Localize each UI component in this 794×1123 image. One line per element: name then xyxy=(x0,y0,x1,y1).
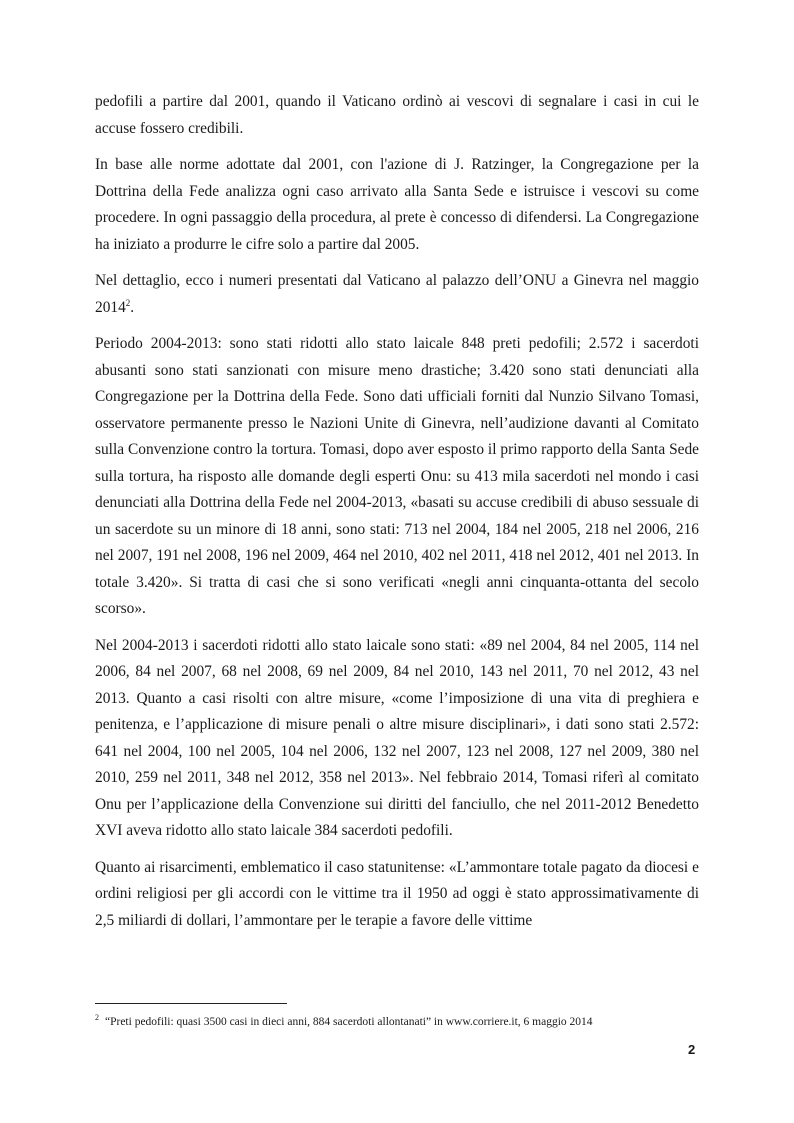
body-text xyxy=(95,89,699,944)
page-number: 2 xyxy=(688,1042,696,1057)
paragraph: Periodo 2004-2013: sono stati ridotti allo stato laicale 848 preti pedofili; 2.572 i sacerdoti abusanti sono stati sanzionati con misure meno drastiche; 3.420 sono stati denunciati alla Congregazione per la Dottrina della Fede. Sono dati ufficiali forniti dal Nunzio Silvano Tomasi, osservatore permanente presso le Nazioni Unite di Ginevra, nell’audizione davanti al Comitato sulla Convenzione contro la tortura. Tomasi, dopo aver esposto il primo rapporto della Santa Sede sulla tortura, ha risposto alle domande degli esperti Onu: su 413 mila sacerdoti nel mondo i casi denunciati alla Dottrina della Fede nel 2004-2013, «basati su accuse credibili di abuso sessuale di un sacerdote su un minore di 18 anni, sono stati: 713 nel 2004, 184 nel 2005, 218 nel 2006, 216 nel 2007, 191 nel 2008, 196 nel 2009, 464 nel 2010, 402 nel 2011, 418 nel 2012, 401 nel 2013. In totale 3.420». Si tratta di casi che si sono verificati «negli anni cinquanta-ottanta del secolo scorso». xyxy=(95,335,699,617)
paragraph: pedofili a partire dal 2001, quando il Vaticano ordinò ai vescovi di segnalare i casi in cui le accuse fossero credibili. xyxy=(95,93,699,137)
paragraph: In base alle norme adottate dal 2001, con l'azione di J. Ratzinger, la Congregazione per la Dottrina della Fede analizza ogni caso arrivato alla Santa Sede e istruisce i vescovi su come procedere. In ogni passaggio della procedura, al prete è concesso di difendersi. La Congregazione ha iniziato a produrre le cifre solo a partire dal 2005. xyxy=(95,156,699,253)
footnote-text: “Preti pedofili: quasi 3500 casi in dieci anni, 884 sacerdoti allontanati” in www.corriere.it, 6 maggio 2014 xyxy=(105,1015,593,1028)
footnote-reference[interactable]: 2 xyxy=(125,297,131,308)
paragraph-end: . xyxy=(130,298,135,316)
paragraph: Quanto ai risarcimenti, emblematico il caso statunitense: «L’ammontare totale pagato da diocesi e ordini religiosi per gli accordi con le vittime tra il 1950 ad oggi è stato approssimativamente di 2,5 miliardi di dollari, l’ammontare per le terapie a favore delle vittime xyxy=(95,858,699,929)
paragraph-text: Nel dettaglio, ecco i numeri presentati dal Vaticano al palazzo dell’ONU a Ginevra nel maggio 2014 xyxy=(95,272,699,316)
footnote xyxy=(95,1010,715,1030)
footnote-number: 2 xyxy=(95,1013,99,1022)
paragraph-with-footnote xyxy=(95,268,699,321)
footnote-separator xyxy=(95,1003,287,1004)
paragraph: Nel 2004-2013 i sacerdoti ridotti allo stato laicale sono stati: «89 nel 2004, 84 nel 2005, 114 nel 2006, 84 nel 2007, 68 nel 2008, 69 nel 2009, 84 nel 2010, 143 nel 2011, 70 nel 2012, 43 nel 2013. Quanto a casi risolti con altre misure, «come l’imposizione di una vita di preghiera e penitenza, e l’applicazione di misure penali o altre misure disciplinari», i dati sono stati 2.572: 641 nel 2004, 100 nel 2005, 104 nel 2006, 132 nel 2007, 123 nel 2008, 127 nel 2009, 380 nel 2010, 259 nel 2011, 348 nel 2012, 358 nel 2013». Nel febbraio 2014, Tomasi riferì al comitato Onu per l’applicazione della Convenzione sui diritti del fanciullo, che nel 2011-2012 Benedetto XVI aveva ridotto allo stato laicale 384 sacerdoti pedofili. xyxy=(95,636,699,839)
